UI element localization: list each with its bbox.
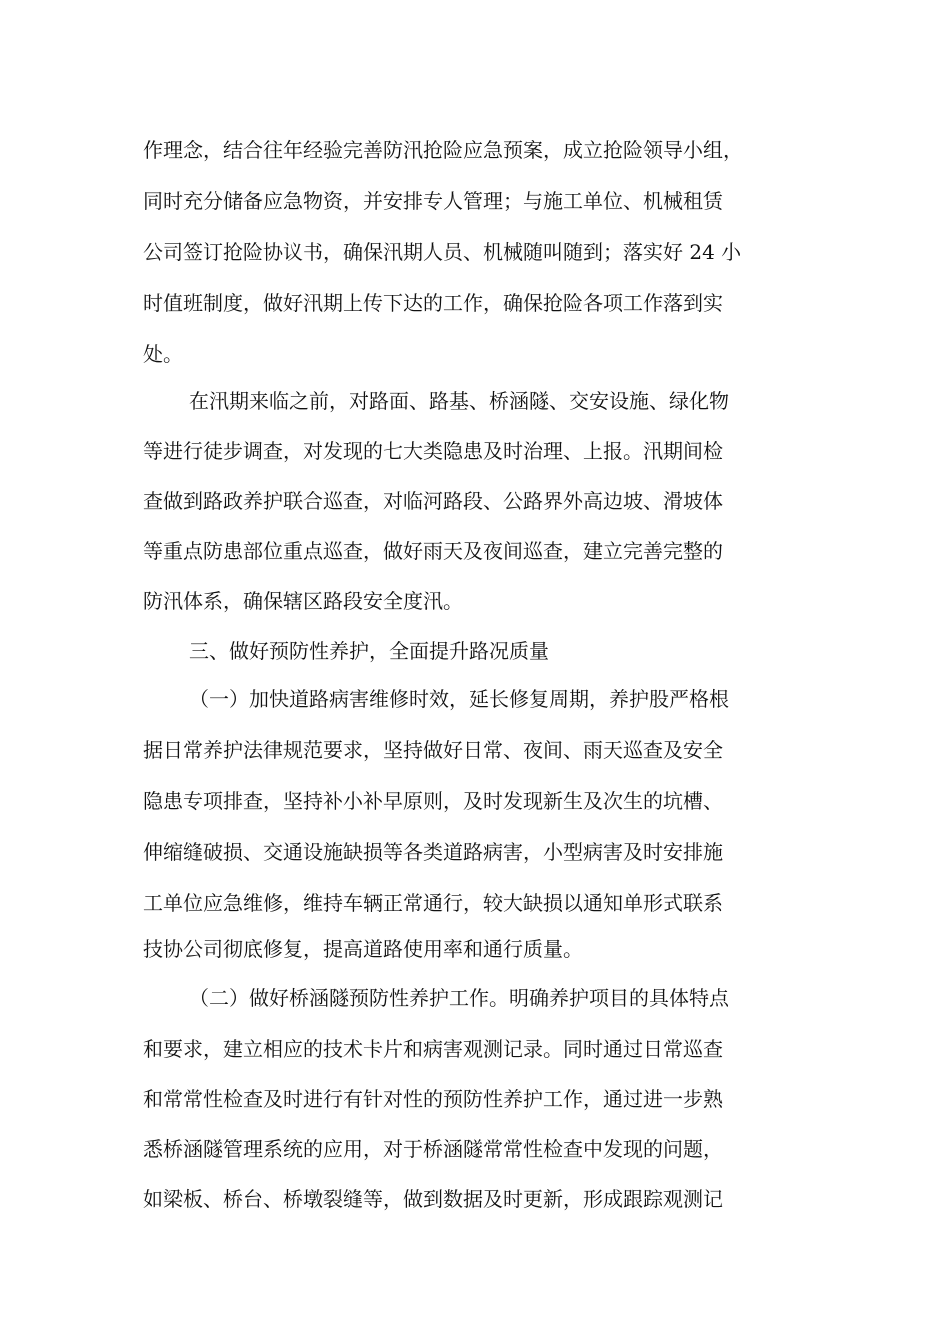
section-heading: 三、做好预防性养护，全面提升路况质量 bbox=[189, 639, 549, 663]
body-text-line: 防汛体系，确保辖区路段安全度汛。 bbox=[143, 589, 463, 613]
body-text-line: 等重点防患部位重点巡查，做好雨天及夜间巡查，建立完善完整的 bbox=[143, 539, 723, 563]
body-text-line: 等进行徒步调查，对发现的七大类隐患及时治理、上报。汛期间检 bbox=[143, 439, 723, 463]
body-text-line: 处。 bbox=[143, 342, 183, 366]
body-text-line: 悉桥涵隧管理系统的应用，对于桥涵隧常常性检查中发现的问题， bbox=[143, 1137, 723, 1161]
body-text-line: 技协公司彻底修复，提高道路使用率和通行质量。 bbox=[143, 937, 583, 961]
body-text-line: 作理念，结合往年经验完善防汛抢险应急预案，成立抢险领导小组， bbox=[143, 138, 743, 162]
body-text-line: 工单位应急维修，维持车辆正常通行，较大缺损以通知单形式联系 bbox=[143, 891, 723, 915]
body-text-line: 公司签订抢险协议书，确保汛期人员、机械随叫随到；落实好 24 小 bbox=[143, 240, 742, 264]
body-text-line: （一）加快道路病害维修时效，延长修复周期，养护股严格根 bbox=[189, 687, 729, 711]
body-text-line: （二）做好桥涵隧预防性养护工作。明确养护项目的具体特点 bbox=[189, 986, 729, 1010]
body-text-line: 时值班制度，做好汛期上传下达的工作，确保抢险各项工作落到实 bbox=[143, 291, 723, 315]
body-text-line: 同时充分储备应急物资，并安排专人管理；与施工单位、机械租赁 bbox=[143, 189, 723, 213]
body-text-line: 在汛期来临之前，对路面、路基、桥涵隧、交安设施、绿化物 bbox=[189, 389, 729, 413]
body-text-line: 和要求，建立相应的技术卡片和病害观测记录。同时通过日常巡查 bbox=[143, 1037, 723, 1061]
body-text-line: 如梁板、桥台、桥墩裂缝等，做到数据及时更新，形成跟踪观测记 bbox=[143, 1187, 723, 1211]
body-text-line: 据日常养护法律规范要求，坚持做好日常、夜间、雨天巡查及安全 bbox=[143, 738, 723, 762]
body-text-line: 和常常性检查及时进行有针对性的预防性养护工作，通过进一步熟 bbox=[143, 1087, 723, 1111]
body-text-line: 伸缩缝破损、交通设施缺损等各类道路病害，小型病害及时安排施 bbox=[143, 840, 723, 864]
body-text-line: 查做到路政养护联合巡查，对临河路段、公路界外高边坡、滑坡体 bbox=[143, 489, 723, 513]
body-text-line: 隐患专项排查，坚持补小补早原则，及时发现新生及次生的坑槽、 bbox=[143, 789, 723, 813]
